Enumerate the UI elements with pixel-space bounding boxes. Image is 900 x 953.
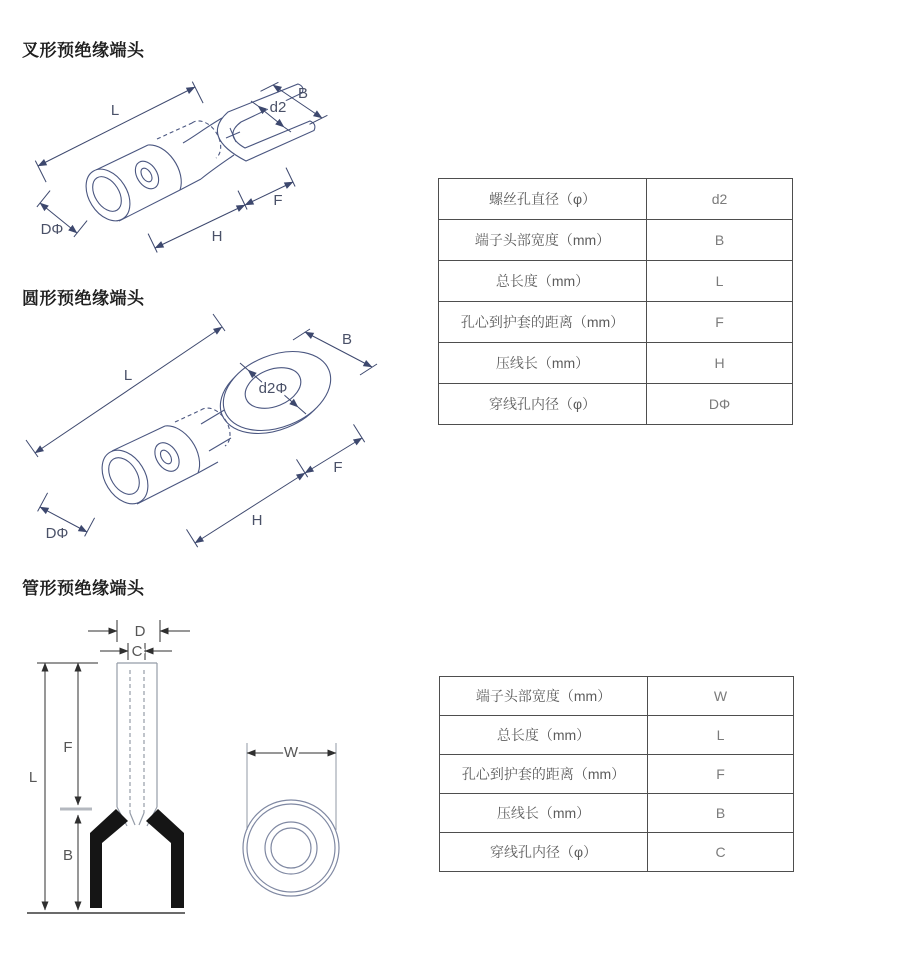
spec-label: 压线长（mm）	[439, 343, 647, 384]
dim-label-d2phi: d2Φ	[258, 380, 288, 397]
dim-label-b: B	[341, 331, 353, 348]
dim-label-h: H	[211, 228, 223, 245]
spec-label: 总长度（mm）	[440, 716, 648, 755]
spec-value: C	[648, 833, 794, 872]
dim-label-b: B	[62, 847, 74, 864]
section-heading-ring: 圆形预绝缘端头	[22, 289, 145, 308]
spec-value: W	[648, 677, 794, 716]
spec-value: B	[648, 794, 794, 833]
spec-value: DΦ	[647, 384, 793, 425]
table-row	[440, 794, 794, 833]
spec-value: L	[647, 261, 793, 302]
dim-label-l: L	[28, 769, 38, 786]
spec-value: F	[647, 302, 793, 343]
table-row	[439, 302, 793, 343]
spec-label: 螺丝孔直径（φ）	[439, 179, 647, 220]
fork-terminal-diagram	[20, 68, 340, 268]
spec-label: 端子头部宽度（mm）	[440, 677, 648, 716]
spec-value: d2	[647, 179, 793, 220]
ring-terminal-body	[93, 337, 343, 513]
spec-label: 孔心到护套的距离（mm）	[439, 302, 647, 343]
spec-value: L	[648, 716, 794, 755]
spec-label: 穿线孔内径（φ）	[440, 833, 648, 872]
table-row	[440, 833, 794, 872]
dim-label-w: W	[283, 744, 299, 761]
dim-label-l: L	[123, 367, 133, 384]
spec-label: 穿线孔内径（φ）	[439, 384, 647, 425]
spec-label: 端子头部宽度（mm）	[439, 220, 647, 261]
section-heading-fork: 叉形预绝缘端头	[22, 41, 145, 60]
table-row	[439, 220, 793, 261]
dim-label-c: C	[131, 643, 143, 660]
dim-label-f: F	[63, 739, 73, 756]
black-sleeve-left	[90, 809, 128, 908]
dim-label-f: F	[333, 459, 343, 476]
spec-value: H	[647, 343, 793, 384]
dim-label-f: F	[273, 192, 283, 209]
ring-terminal-diagram	[15, 310, 400, 560]
tube-dimension-lines	[37, 620, 190, 910]
table-row	[439, 343, 793, 384]
table-row	[439, 261, 793, 302]
table-row	[439, 179, 793, 220]
dim-label-dphi: DΦ	[45, 525, 69, 542]
table-row	[440, 755, 794, 794]
section-heading-tube: 管形预绝缘端头	[22, 579, 145, 598]
black-sleeve-right	[146, 809, 184, 908]
tube-spec-table	[439, 676, 794, 872]
spec-value: F	[648, 755, 794, 794]
ring-dimension-lines	[26, 314, 377, 547]
dim-label-d2: d2	[269, 99, 287, 116]
tube-terminal-front-view	[27, 663, 185, 913]
dim-label-dphi: DΦ	[40, 221, 64, 238]
table-row	[440, 677, 794, 716]
spec-label: 孔心到护套的距离（mm）	[440, 755, 648, 794]
table-row	[439, 384, 793, 425]
tube-terminal-end-view	[243, 743, 339, 896]
spec-value: B	[647, 220, 793, 261]
tube-terminal-diagram	[20, 615, 350, 920]
table-row	[440, 716, 794, 755]
dim-label-d: D	[134, 623, 146, 640]
fork-spec-table	[438, 178, 793, 425]
dim-label-b: B	[297, 85, 309, 102]
dim-label-h: H	[251, 512, 263, 529]
dim-label-l: L	[110, 102, 120, 119]
spec-label: 总长度（mm）	[439, 261, 647, 302]
spec-label: 压线长（mm）	[440, 794, 648, 833]
